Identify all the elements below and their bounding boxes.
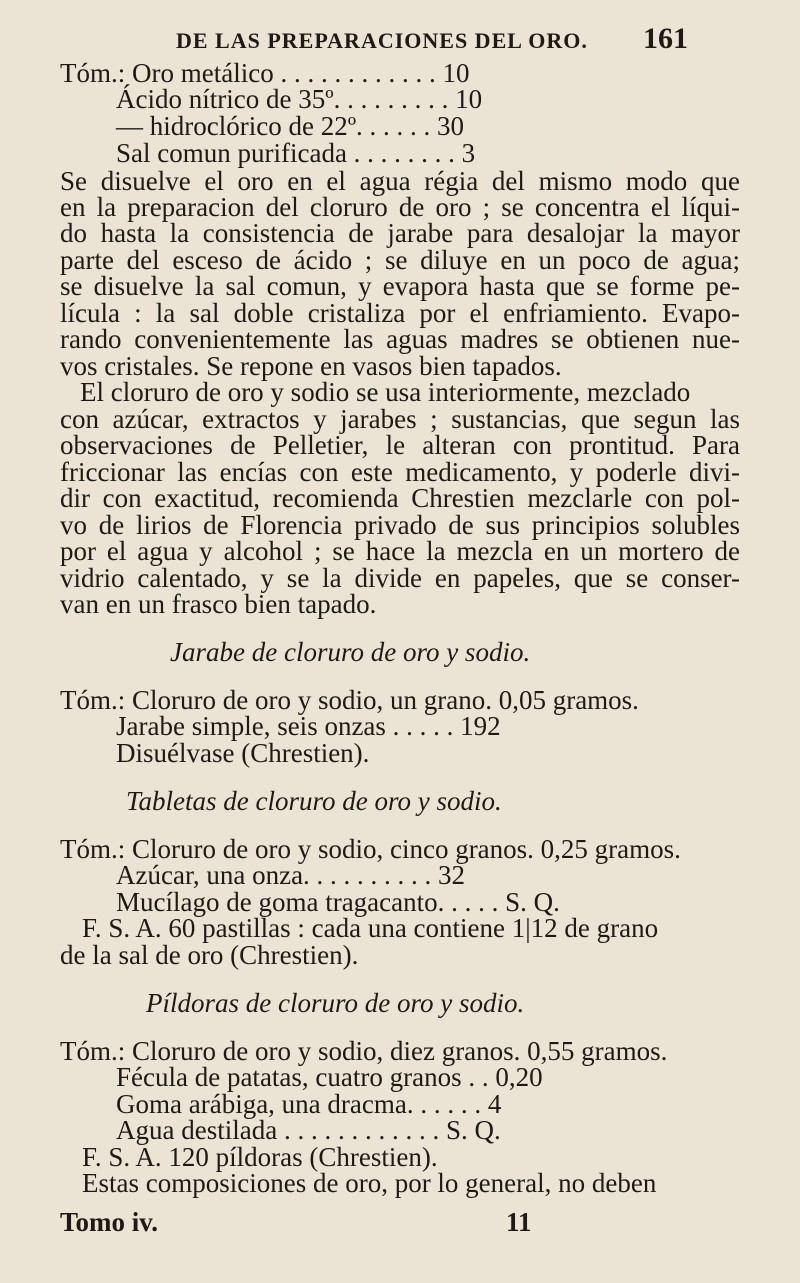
text-line: Mucílago de goma tragacanto. . . . . S. Q.	[116, 887, 560, 917]
text-line: Tóm.: Cloruro de oro y sodio, un grano. 0,05 gramos.	[60, 685, 639, 715]
text-line: rando convenientemente las aguas madres se obtienen nue-	[60, 324, 740, 354]
section-heading: Tabletas de cloruro de oro y sodio.	[126, 786, 502, 816]
volume-label: Tomo iv.	[60, 1207, 159, 1237]
text-line: Sal comun purificada . . . . . . . . 3	[116, 138, 476, 168]
text-line: Estas composiciones de oro, por lo general, no deben	[82, 1168, 657, 1198]
text-line: El cloruro de oro y sodio se usa interiormente, mezclado	[80, 377, 691, 407]
running-header	[176, 22, 688, 55]
page-number: 161	[643, 22, 688, 55]
section-heading: Píldoras de cloruro de oro y sodio.	[146, 988, 525, 1018]
text-line: Azúcar, una onza. . . . . . . . . . 32	[116, 860, 466, 890]
page-footer	[60, 1207, 710, 1238]
text-line: Se disuelve el oro en el agua régia del mismo modo que	[60, 166, 740, 196]
text-line: Tóm.: Cloruro de oro y sodio, cinco granos. 0,25 gramos.	[60, 834, 681, 864]
text-line: friccionar las encías con este medicamento, y poderle divi-	[60, 457, 740, 487]
text-line: Fécula de patatas, cuatro granos . . 0,20	[116, 1062, 543, 1092]
section-heading: Jarabe de cloruro de oro y sodio.	[170, 637, 531, 667]
text-line: dir con exactitud, recomienda Chrestien mezclarle con pol-	[60, 483, 740, 513]
text-line: parte del esceso de ácido ; se diluye en un poco de agua;	[60, 245, 740, 275]
text-line: Disuélvase (Chrestien).	[116, 738, 370, 768]
text-line: do hasta la consistencia de jarabe para desalojar la mayor	[60, 218, 740, 248]
text-line: vos cristales. Se repone en vasos bien tapados.	[60, 351, 562, 381]
text-line: en la preparacion del cloruro de oro ; se concentra el líqui-	[60, 192, 740, 222]
text-line: se disuelve la sal comun, y evapora hasta que se forme pe-	[60, 271, 740, 301]
text-line: Jarabe simple, seis onzas . . . . . 192	[116, 711, 501, 741]
text-line: observaciones de Pelletier, le alteran con prontitud. Para	[60, 430, 740, 460]
text-line: con azúcar, extractos y jarabes ; sustancias, que segun las	[60, 404, 740, 434]
text-line: — hidroclórico de 22º. . . . . . 30	[116, 111, 465, 141]
text-line: van en un frasco bien tapado.	[60, 589, 377, 619]
text-line: Goma arábiga, una dracma. . . . . . 4	[116, 1089, 502, 1119]
text-line: por el agua y alcohol ; se hace la mezcla en un mortero de	[60, 536, 740, 566]
text-line: Ácido nítrico de 35º. . . . . . . . . 10	[116, 84, 483, 114]
text-line: F. S. A. 60 pastillas : cada una contiene 1|12 de grano	[82, 913, 659, 943]
header-title: DE LAS PREPARACIONES DEL ORO.	[176, 28, 588, 53]
text-line: F. S. A. 120 píldoras (Chrestien).	[82, 1142, 438, 1172]
text-line: vo de lirios de Florencia privado de sus principios solubles	[60, 510, 740, 540]
text-line: Agua destilada . . . . . . . . . . . . S. Q.	[116, 1115, 501, 1145]
signature-mark: 11	[506, 1207, 532, 1237]
text-line: lícula : la sal doble cristaliza por el enfriamiento. Evapo-	[60, 298, 740, 328]
text-line: Tóm.: Cloruro de oro y sodio, diez granos. 0,55 gramos.	[60, 1036, 668, 1066]
text-line: Tóm.: Oro metálico . . . . . . . . . . . . 10	[60, 58, 470, 88]
text-line: vidrio calentado, y se la divide en papeles, que se conser-	[60, 563, 740, 593]
text-line: de la sal de oro (Chrestien).	[60, 940, 359, 970]
